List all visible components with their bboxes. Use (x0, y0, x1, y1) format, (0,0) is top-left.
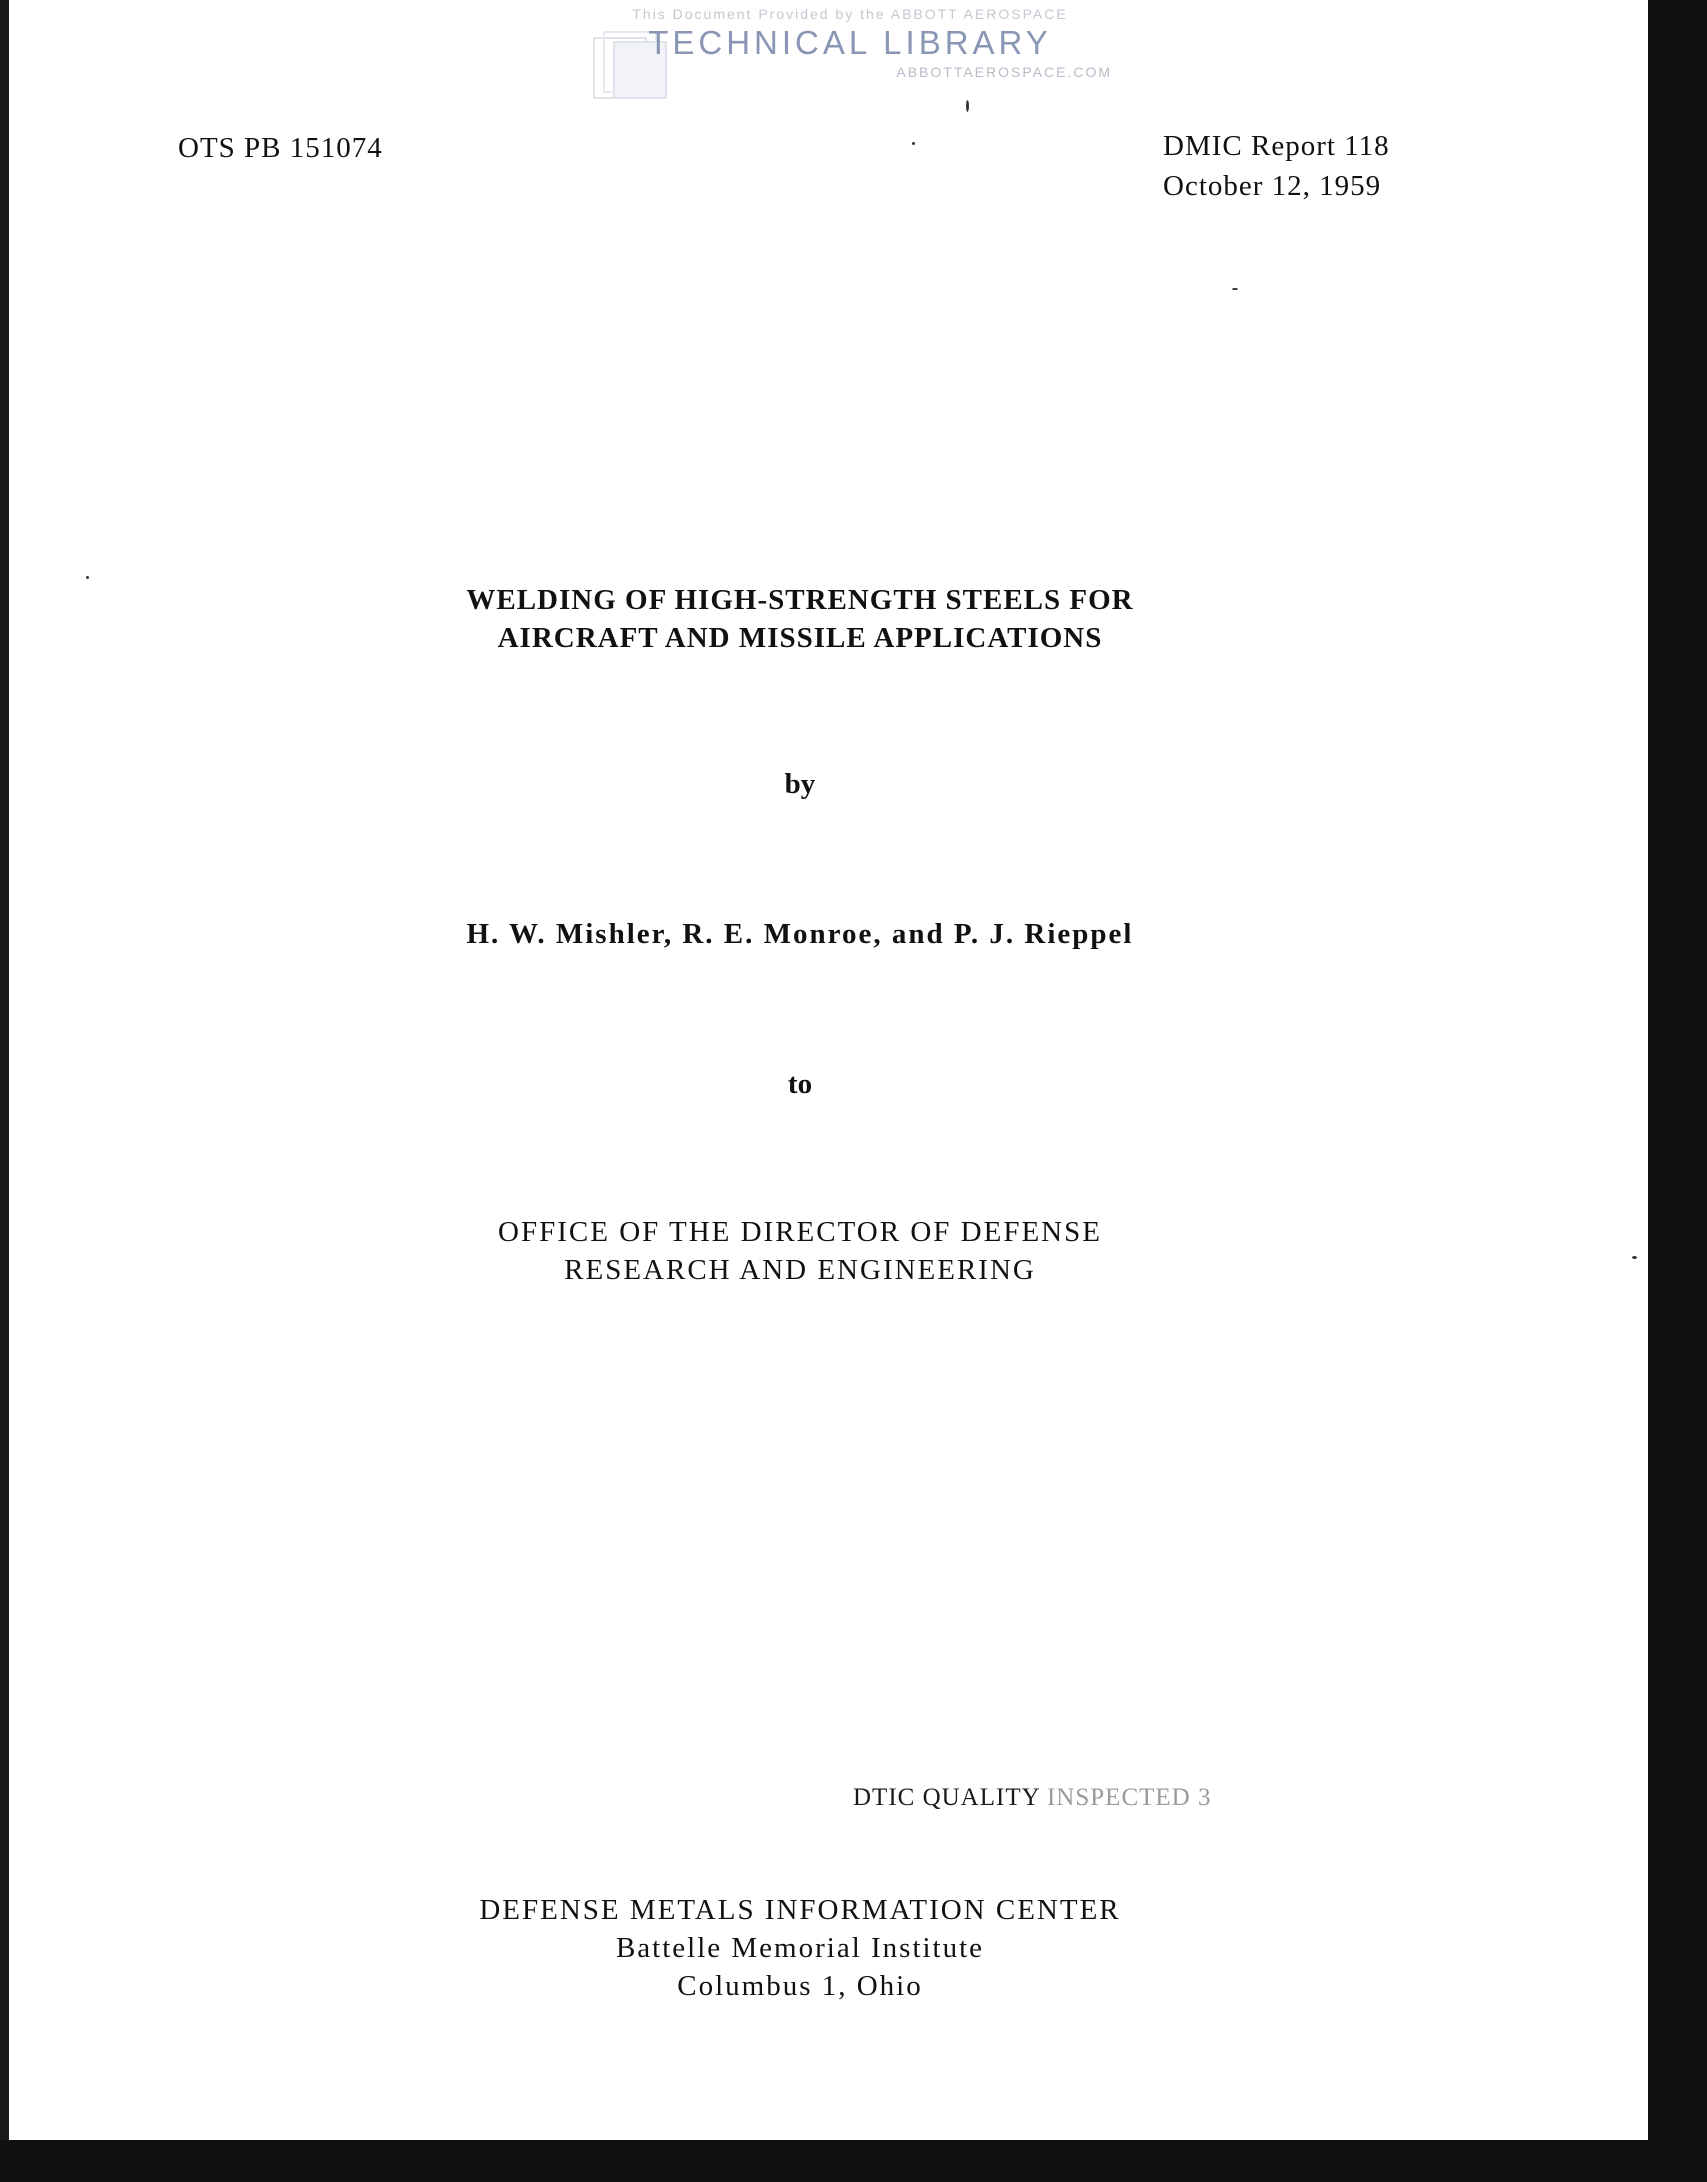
by-label: by (784, 768, 816, 800)
sponsor-line-1: OFFICE OF THE DIRECTOR OF DEFENSE (498, 1216, 1102, 1248)
scan-speck (86, 576, 89, 579)
sponsor-line-2: RESEARCH AND ENGINEERING (564, 1254, 1036, 1286)
to-label: to (787, 1068, 813, 1100)
report-title-line-2: AIRCRAFT AND MISSILE APPLICATIONS (497, 622, 1103, 654)
organization-institute: Battelle Memorial Institute (615, 1932, 985, 1964)
quality-stamp-text: DTIC QUALITY (853, 1784, 1040, 1811)
scan-speck (912, 142, 915, 145)
authors: H. W. Mishler, R. E. Monroe, and P. J. Rieppel (466, 918, 1134, 950)
scan-border-bottom (0, 2140, 1707, 2182)
report-number: DMIC Report 118 (1163, 130, 1390, 162)
organization-location: Columbus 1, Ohio (677, 1970, 923, 2002)
watermark-provider-line: This Document Provided by the ABBOTT AEROSPACE (632, 6, 1068, 22)
scan-speck (1232, 288, 1238, 290)
watermark-library-title: TECHNICAL LIBRARY (648, 24, 1052, 61)
ots-number: OTS PB 151074 (178, 132, 383, 164)
watermark-website: ABBOTTAEROSPACE.COM (896, 64, 1112, 80)
watermark (580, 6, 1120, 96)
quality-stamp-faded-text: INSPECTED 3 (1046, 1784, 1212, 1811)
scan-speck (1632, 1256, 1637, 1259)
quality-stamp (853, 1784, 1211, 1812)
scan-border-right (1648, 0, 1707, 2182)
report-date: October 12, 1959 (1163, 170, 1382, 202)
report-title-line-1: WELDING OF HIGH-STRENGTH STEELS FOR (466, 584, 1134, 616)
organization-name: DEFENSE METALS INFORMATION CENTER (479, 1894, 1121, 1926)
scan-speck (966, 100, 969, 112)
